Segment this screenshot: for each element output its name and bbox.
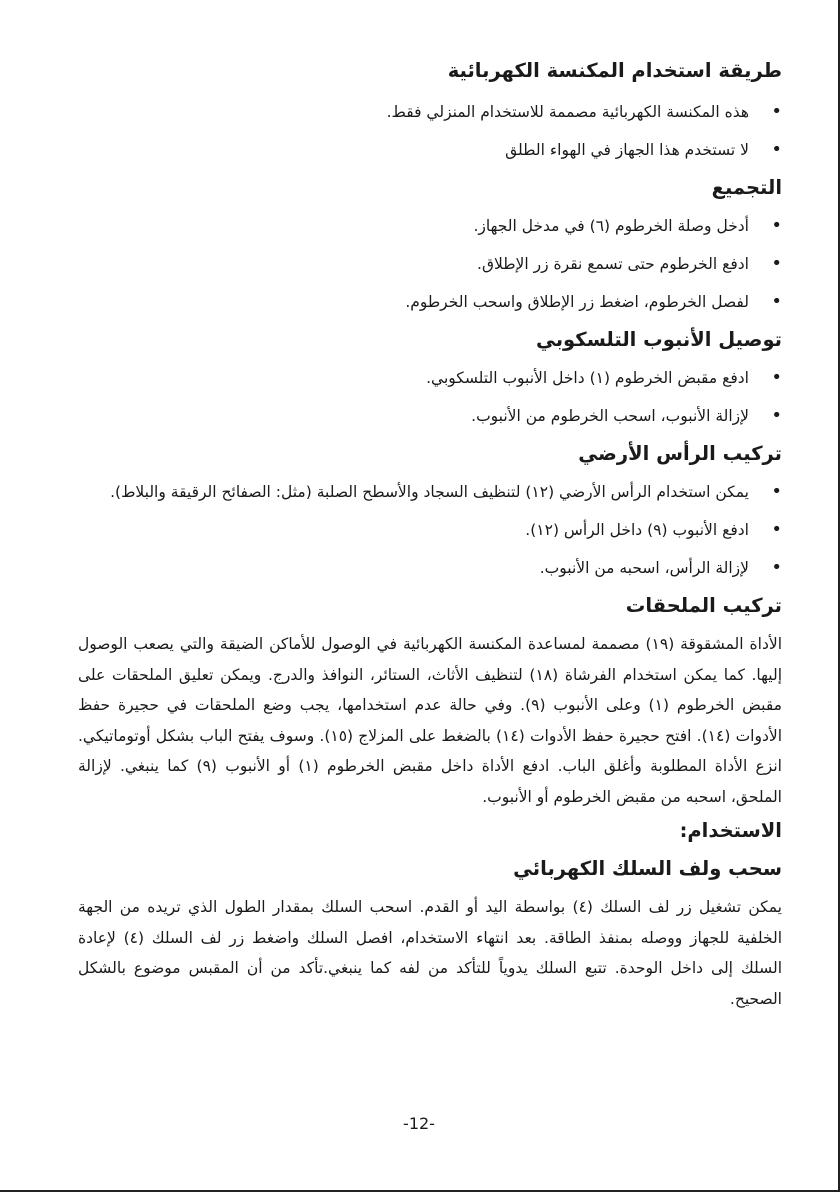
- paragraph-accessories: الأداة المشقوقة (١٩) مصممة لمساعدة المكنسة الكهربائية في الوصول للأماكن الضيقة والتي يصعب الوصول إليها. كما يمكن استخدام الفرشاة (١٨) لتنظيف الأثاث، الستائر، النوافذ والدرج. ويمكن تعليق الملحقات على مقبض الخرطوم (١) وعلى الأنبوب (٩). وفي حالة عدم استخدامها، يجب وضع الملحقات في حجيرة حفظ الأدوات (١٤). افتح حجيرة حفظ الأدوات (١٤) بالضغط على المزلاج (١٥). وسوف يفتح الباب بشكل أوتوماتيكي. انزع الأداة المطلوبة وأغلق الباب. ادفع الأداة داخل مقبض الخرطوم (١) أو الأنبوب (٩) كما ينبغي. لإزالة الملحق، اسحبه من مقبض الخرطوم أو الأنبوب.: [78, 635, 782, 806]
- list-item: • لإزالة الرأس، اسحبه من الأنبوب.: [78, 553, 782, 583]
- heading-usage: الاستخدام:: [679, 819, 782, 842]
- list-item: • ادفع الخرطوم حتى تسمع نقرة زر الإطلاق.: [78, 249, 782, 279]
- list-telescopic-tube: [78, 363, 782, 431]
- list-item: • ادفع مقبض الخرطوم (١) داخل الأنبوب التلسكوبي.: [78, 363, 782, 393]
- heading-accessories: تركيب الملحقات: [625, 594, 782, 617]
- paragraph-cord-rewind: يمكن تشغيل زر لف السلك (٤) بواسطة اليد أو القدم. اسحب السلك بمقدار الطول الذي تريده من الجهة الخلفية للجهاز ووصله بمنفذ الطاقة. بعد انتهاء الاستخدام، افصل السلك واضغط زر لف السلك (٤) لإعادة السلك إلى داخل الوحدة. تتبع السلك يدوياً للتأكد من لفه كما ينبغي.تأكد من أن المقبس موضوع بالشكل الصحيح.: [78, 898, 783, 1008]
- list-item: • لا تستخدم هذا الجهاز في الهواء الطلق: [78, 135, 782, 165]
- list-item: • لفصل الخرطوم، اضغط زر الإطلاق واسحب الخرطوم.: [78, 287, 782, 317]
- page-number: -12-: [403, 1114, 435, 1133]
- heading-assembly: التجميع: [711, 176, 782, 199]
- list-item: • أدخل وصلة الخرطوم (٦) في مدخل الجهاز.: [78, 211, 782, 241]
- list-assembly: [78, 211, 782, 317]
- list-item: • لإزالة الأنبوب، اسحب الخرطوم من الأنبوب.: [78, 401, 782, 431]
- heading-cord-rewind: سحب ولف السلك الكهربائي: [513, 857, 782, 880]
- list-floor-head: [78, 477, 782, 583]
- heading-how-to-use: طريقة استخدام المكنسة الكهربائية: [447, 59, 782, 82]
- heading-telescopic-tube: توصيل الأنبوب التلسكوبي: [535, 328, 782, 351]
- list-how-to-use: [78, 97, 782, 165]
- page-content: [78, 56, 782, 1018]
- heading-floor-head: تركيب الرأس الأرضي: [578, 442, 782, 465]
- list-item: • يمكن استخدام الرأس الأرضي (١٢) لتنظيف السجاد والأسطح الصلبة (مثل: الصفائح الرقيقة والبلاط).: [78, 477, 782, 507]
- list-item: • هذه المكنسة الكهربائية مصممة للاستخدام المنزلي فقط.: [78, 97, 782, 127]
- list-item: • ادفع الأنبوب (٩) داخل الرأس (١٢).: [78, 515, 782, 545]
